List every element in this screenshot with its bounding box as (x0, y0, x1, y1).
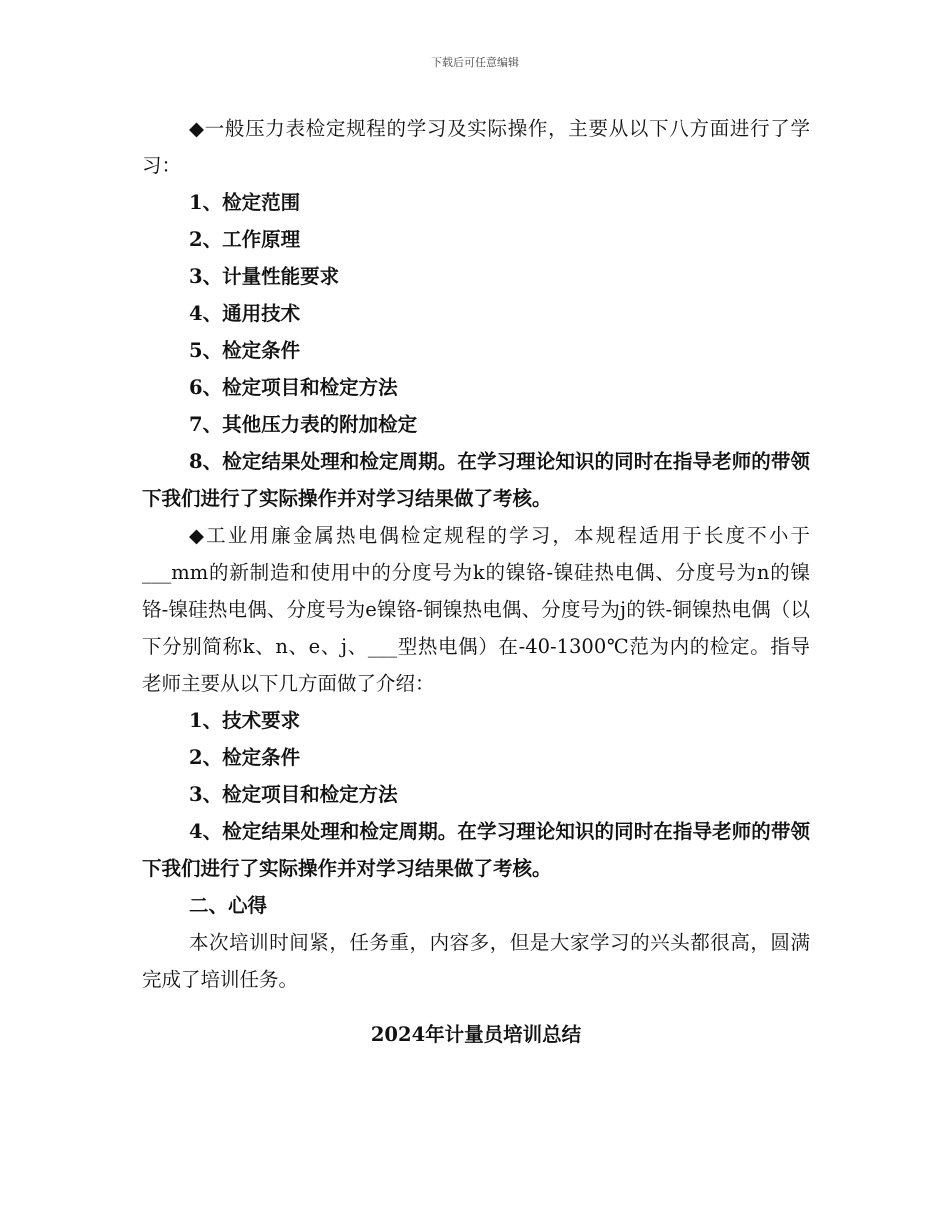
list-item: 5、检定条件 (189, 339, 301, 362)
list-item: 6、检定项目和检定方法 (189, 376, 398, 399)
paragraph-pressure-gauge-intro: ◆一般压力表检定规程的学习及实际操作，主要从以下八方面进行了学习： (142, 117, 810, 177)
list-item: 4、通用技术 (189, 302, 301, 325)
document-title: 2024年计量员培训总结 (370, 1023, 582, 1046)
list-item: 1、检定范围 (189, 191, 301, 214)
paragraph-conclusion: 本次培训时间紧，任务重，内容多，但是大家学习的兴头都很高，圆满完成了培训任务。 (142, 931, 810, 991)
list-item: 3、计量性能要求 (189, 265, 340, 288)
list-item: 4、检定结果处理和检定周期。在学习理论知识的同时在指导老师的带领下我们进行了实际操作并对学习结果做了考核。 (142, 820, 810, 880)
page-header: 下载后可任意编辑 (431, 56, 519, 69)
document-body (142, 110, 810, 1053)
list-item: 8、检定结果处理和检定周期。在学习理论知识的同时在指导老师的带领下我们进行了实际操作并对学习结果做了考核。 (142, 450, 810, 510)
list-item: 2、检定条件 (189, 746, 301, 769)
paragraph-thermocouple-intro: ◆工业用廉金属热电偶检定规程的学习，本规程适用于长度不小于___mm的新制造和使用中的分度号为k的镍铬-镍硅热电偶、分度号为n的镍铬-镍硅热电偶、分度号为e镍铬-铜镍热电偶、分度号为j的铁-铜镍热电偶（以下分别简称k、n、e、j、___型热电偶）在-40-1300℃范为内的检定。指导老师主要从以下几方面做了介绍： (142, 524, 810, 695)
section-heading: 二、心得 (189, 894, 268, 917)
list-item: 3、检定项目和检定方法 (189, 783, 398, 806)
list-item: 7、其他压力表的附加检定 (189, 413, 418, 436)
list-item: 1、技术要求 (189, 709, 301, 732)
list-item: 2、工作原理 (189, 228, 301, 251)
